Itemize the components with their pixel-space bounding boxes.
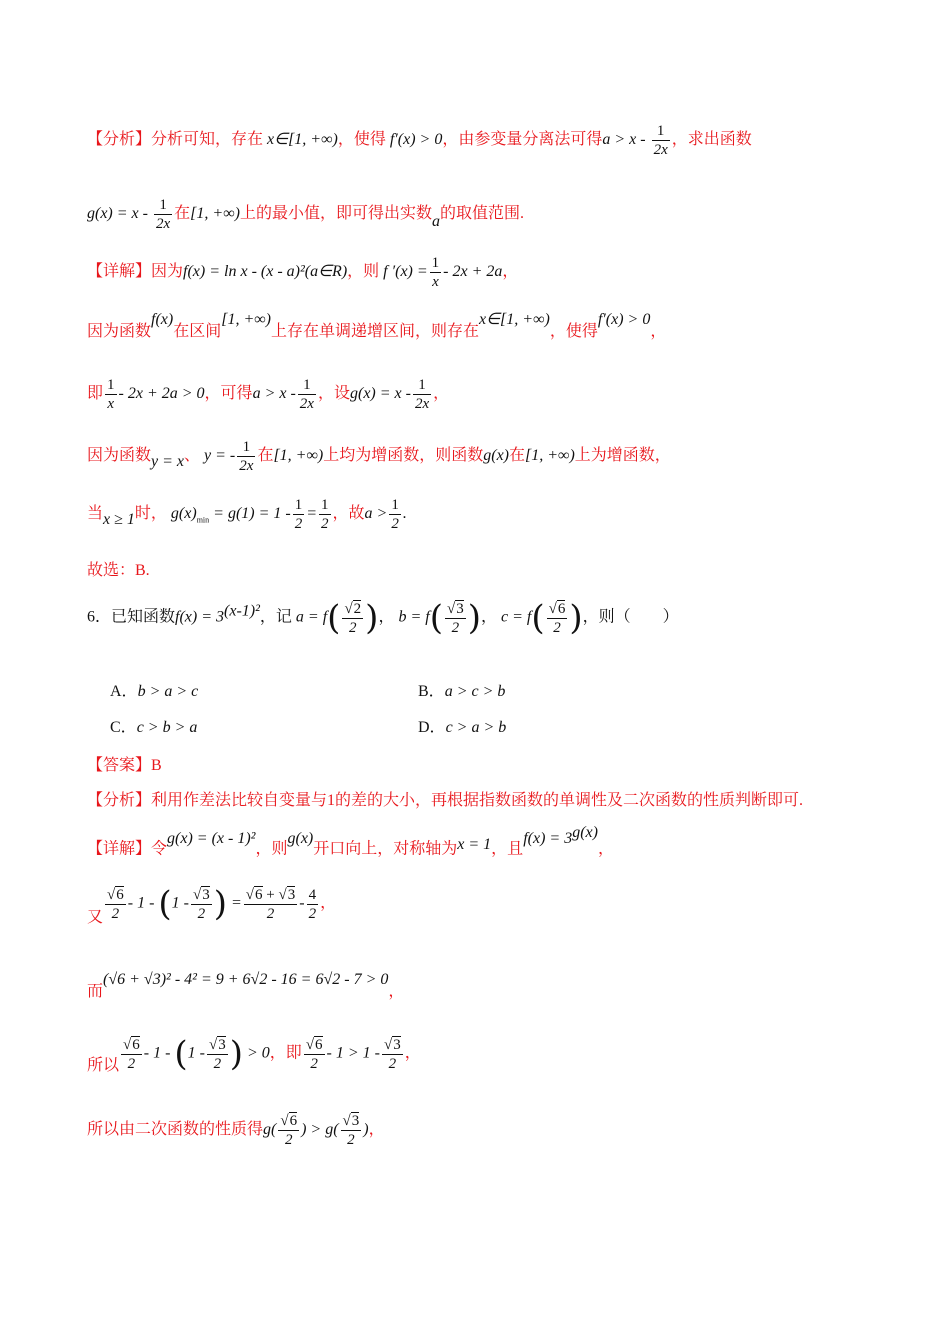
option-a[interactable]	[110, 678, 198, 701]
text: ，	[368, 1121, 385, 1139]
fraction: $\frac{√3}{2}$	[209, 1036, 226, 1072]
answer-line	[87, 752, 162, 775]
formula: g(	[263, 1121, 277, 1139]
text: 令	[151, 840, 168, 858]
text: ，使得	[549, 323, 598, 340]
text: 开口向上，对称轴为	[313, 840, 458, 858]
formula: =	[231, 894, 242, 912]
text: 上为增函数，	[574, 447, 671, 465]
text: 在	[257, 447, 274, 465]
formula: [1, +∞)	[525, 447, 575, 465]
option-b[interactable]	[418, 678, 505, 701]
formula: g(x)	[170, 505, 197, 523]
fraction: $\frac{√6}{2}$	[123, 1036, 140, 1072]
analysis-label: 【分析】	[87, 792, 152, 809]
formula: [1, +∞)	[190, 205, 240, 223]
formula: - 1 -	[127, 894, 155, 912]
text: 时，	[134, 505, 167, 523]
analysis-line-2	[87, 196, 524, 233]
formula: f′(x) > 0	[389, 131, 443, 149]
text: 当	[87, 505, 104, 523]
question-6-stem: 6．已知函数$f(x) = 3^{(x-1)^2}$，记 a = f( $\frac{√2}{2}$ )， b = f( $\frac{√3}{2}$ )， c = f( $\frac{√6}{2}$ )，则（ ）	[87, 598, 679, 638]
text: 所以	[87, 1056, 120, 1074]
text: 上均为增函数，则函数	[323, 447, 484, 465]
detail-label: 【详解】	[87, 263, 152, 281]
formula: -	[299, 894, 305, 912]
fraction: $\frac{√6}{2}$	[548, 600, 566, 636]
exponent: (x-1)²	[224, 602, 260, 620]
fraction: $\frac{√3}{2}$	[384, 1036, 401, 1072]
option-expr: c > b > a	[136, 719, 198, 736]
fraction: $\frac{1}{2}$	[391, 497, 399, 532]
text: 上存在单调递增区间，则存在	[271, 323, 480, 340]
text: 而	[87, 983, 104, 1000]
fraction: $\frac{1}{2x}$	[653, 123, 668, 158]
formula: [1, +∞)	[273, 447, 324, 465]
fraction: $\frac{√6}{2}$	[280, 1113, 298, 1148]
fraction: $\frac{1}{2}$	[321, 497, 329, 532]
formula: g(x) = (x - 1)²	[167, 830, 256, 848]
formula: f(x) = 3	[523, 830, 573, 848]
detail-2-line-5	[87, 1112, 385, 1149]
text: 在区间	[173, 323, 222, 340]
fraction: $\frac{4}{2}$	[308, 886, 317, 922]
text: ，	[597, 840, 614, 858]
text: 所以由二次函数的性质得	[87, 1121, 264, 1139]
formula: a	[431, 213, 440, 231]
detail-2-line-2: 又 $\frac{√6}{2}$ - 1 - (1 - $\frac{√3}{2}$ ) = $\frac{√6 + √3}{2}$ - $\frac{4}{2}$ ，	[87, 884, 337, 926]
fraction: $\frac{1}{2x}$	[414, 377, 430, 412]
text: ，记	[259, 608, 292, 626]
detail-line-2: 因为函数f(x)在区间[1, +∞)上存在单调递增区间，则存在x∈[1, +∞)，使得f′(x) > 0，	[87, 311, 667, 340]
formula: a >	[364, 505, 388, 523]
text: 又	[87, 908, 104, 926]
detail-line-1: 【详解】因为f(x) = ln x - (x - a)²(a∈R)，则 f ′(x) = $\frac{1}{x}$ - 2x + 2a，	[87, 255, 519, 290]
formula: - 1 > 1 -	[326, 1044, 380, 1062]
formula: g(x)	[483, 447, 509, 465]
formula: f ′(x) =	[383, 263, 428, 281]
formula: (√6 + √3)² - 4² = 9 + 6√2 - 16 = 6√2 - 7 > 0	[103, 971, 389, 988]
formula: [1, +∞)	[221, 311, 271, 328]
formula: =	[306, 505, 318, 523]
fraction: $\frac{1}{2x}$	[239, 439, 254, 474]
text: ，	[404, 1044, 421, 1062]
text: 因为	[151, 263, 184, 281]
formula: f′(x) > 0	[597, 311, 651, 328]
formula: f(x)	[151, 311, 174, 328]
option-letter: B．	[418, 683, 445, 700]
text: 因为函数	[87, 323, 152, 340]
detail-2-line-4: 所以 $\frac{√6}{2}$ - 1 - (1 - $\frac{√3}{2}$ ) > 0，即 $\frac{√6}{2}$ - 1 > 1 - $\frac{√3}{2}$ ，	[87, 1034, 421, 1074]
option-letter: D．	[418, 719, 446, 736]
detail-label: 【详解】	[87, 840, 152, 858]
option-d[interactable]	[418, 714, 506, 737]
detail-2-line-3	[87, 966, 405, 1000]
analysis-2-line	[87, 787, 803, 810]
detail-2-line-1: 【详解】令g(x) = (x - 1)²，则g(x)开口向上，对称轴为x = 1，且$f(x) = 3^{g(x)}$，	[87, 824, 614, 858]
analysis-label: 【分析】	[87, 131, 152, 149]
text: ，则	[255, 840, 288, 858]
text: ，则	[347, 263, 380, 281]
fraction: $\frac{1}{x}$	[431, 255, 440, 290]
text: 因为函数	[87, 447, 152, 465]
analysis-text: 利用作差法比较自变量与1的差的大小，再根据指数函数的单调性及二次函数的性质判断即可.	[151, 792, 804, 809]
formula: f(x) = 3	[175, 608, 225, 626]
formula: f(x) = ln x - (x - a)²(a∈R)	[183, 263, 348, 281]
formula: ) > g(	[301, 1121, 339, 1139]
fraction: $\frac{1}{x}$	[107, 377, 115, 412]
detail-line-4	[87, 438, 671, 475]
fraction: $\frac{√6}{2}$	[107, 886, 124, 922]
fraction: $\frac{1}{2x}$	[299, 377, 314, 412]
text: 在	[509, 447, 526, 465]
analysis-text: 分析可知，存在	[151, 131, 264, 149]
formula: - 2x + 2a > 0	[118, 385, 205, 403]
formula: = g(1) = 1 -	[213, 505, 291, 523]
text: ，且	[491, 840, 524, 858]
text: ，则（ ）	[582, 608, 679, 626]
answer-label: 【答案】B	[87, 757, 162, 774]
text: ，由参变量分离法可得	[442, 131, 603, 149]
fraction: $\frac{√6 + √3}{2}$	[245, 886, 296, 922]
formula: g(x) = x -	[349, 385, 411, 403]
formula: g(x) = x -	[87, 205, 148, 223]
conclusion-line	[87, 557, 150, 580]
text: ，求出函数	[671, 131, 752, 149]
fraction: $\frac{1}{2x}$	[155, 197, 171, 232]
text: 上的最小值，即可得出实数	[239, 205, 432, 223]
text: ，即	[269, 1044, 302, 1062]
formula: - 1 -	[143, 1044, 171, 1062]
formula: 1 -	[187, 1044, 205, 1062]
option-c[interactable]	[110, 714, 197, 737]
fraction: $\frac{√2}{2}$	[344, 600, 362, 636]
text: 故选：B.	[87, 562, 150, 579]
formula: x = 1	[457, 836, 492, 854]
text: ，	[388, 983, 405, 1000]
option-letter: A．	[110, 683, 138, 700]
option-expr: a > c > b	[444, 683, 506, 700]
detail-line-3: 即 $\frac{1}{x}$ - 2x + 2a > 0，可得a > x - $\frac{1}{2x}$ ，设g(x) = x - $\frac{1}{2x}$ ，	[87, 377, 450, 412]
formula: a > x -	[602, 131, 646, 149]
text: 即	[87, 385, 104, 403]
text: ，设	[317, 385, 350, 403]
text: ，可得	[204, 385, 253, 403]
text: 的取值范围.	[439, 205, 524, 223]
text: ，故	[332, 505, 365, 523]
text: ，使得	[337, 131, 386, 149]
formula: g(x)	[287, 830, 314, 848]
fraction: $\frac{√3}{2}$	[446, 600, 464, 636]
question-text: 6．已知函数	[87, 608, 176, 626]
fraction: $\frac{√6}{2}$	[305, 1036, 323, 1072]
formula: y = x	[151, 453, 185, 471]
option-expr: b > a > c	[137, 683, 199, 700]
formula: )	[363, 1121, 369, 1139]
text: 、	[184, 447, 201, 465]
formula: 1 -	[171, 894, 189, 912]
formula: x∈[1, +∞)	[479, 311, 550, 328]
formula: y = -	[204, 447, 236, 465]
fraction: $\frac{√3}{2}$	[193, 886, 210, 922]
detail-line-5: 当x ≥ 1时， $g(x)_{min} = g(1) = 1$ - $\frac{1}{2}$ = $\frac{1}{2}$ ，故a > $\frac{1}{2}$ .	[87, 497, 407, 532]
subscript: min	[196, 515, 210, 525]
fraction: $\frac{√3}{2}$	[342, 1113, 360, 1148]
formula: x∈[1, +∞)	[267, 131, 338, 149]
fraction: $\frac{1}{2}$	[294, 497, 303, 532]
formula: a > x -	[252, 385, 296, 403]
option-expr: c > a > b	[445, 719, 507, 736]
text: ，	[320, 894, 337, 912]
option-letter: C．	[110, 719, 137, 736]
formula: x ≥ 1	[103, 511, 135, 529]
formula: - 2x + 2a	[443, 263, 503, 281]
formula: > 0	[247, 1044, 270, 1062]
text: 在	[174, 205, 191, 223]
analysis-line-1	[87, 122, 752, 159]
